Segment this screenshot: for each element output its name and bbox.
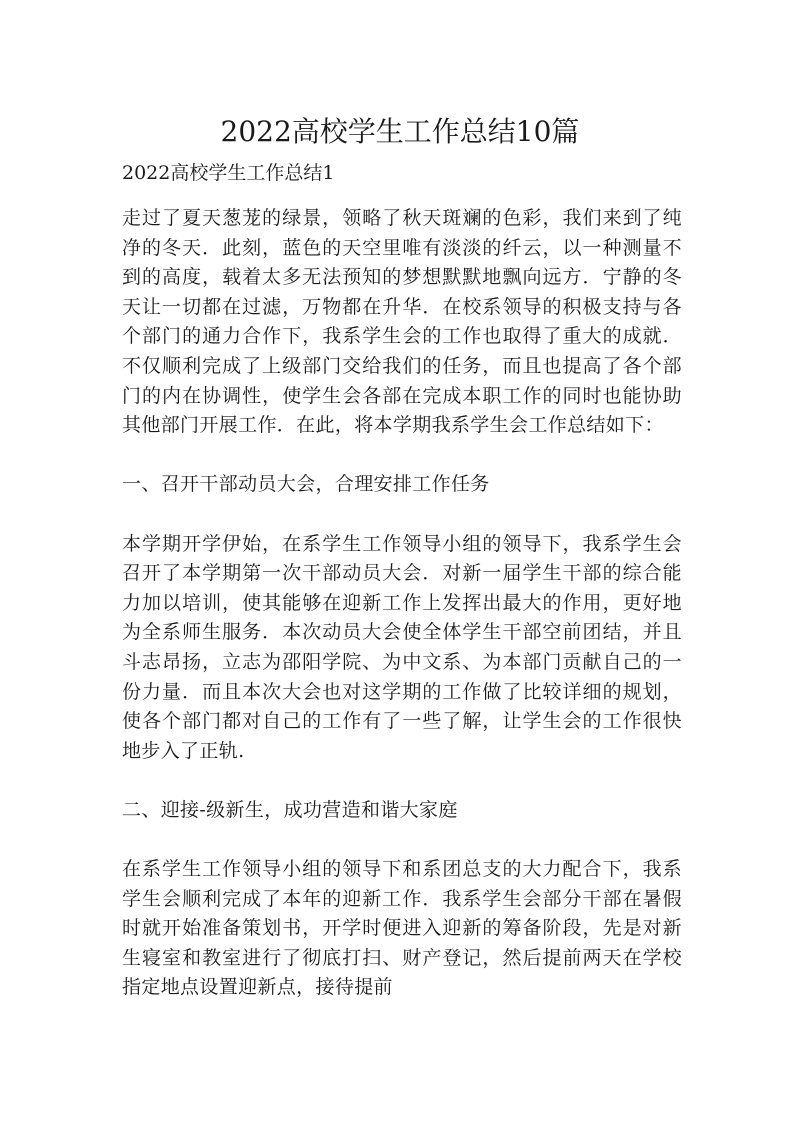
paragraph-one: 本学期开学伊始，在系学生工作领导小组的领导下，我系学生会召开了本学期第一次干部动员大会．对新一届学生干部的综合能力加以培训，使其能够在迎新工作上发挥出最大的作用，更好地为全系师生服务．本次动员大会使全体学生干部空前团结，并且斗志昂扬，立志为邵阳学院、为中文系、为本部门贡献自己的一份力量．而且本次大会也对这学期的工作做了比较详细的规划，使各个部门都对自己的工作有了一些了解，让学生会的工作很快地步入了正轨. (122, 532, 682, 762)
heading-one: 一、召开干部动员大会，合理安排工作任务 (122, 473, 490, 496)
document-body (122, 204, 682, 1033)
heading-two: 二、迎接-级新生，成功营造和谐大家庭 (122, 798, 458, 821)
paragraph-two: 在系学生工作领导小组的领导下和系团总支的大力配合下，我系学生会顺利完成了本年的迎新工作．我系学生会部分干部在暑假时就开始准备策划书，开学时便进入迎新的筹备阶段，先是对新生寝室和教室进行了彻底打扫、财产登记，然后提前两天在学校指定地点设置迎新点，接待提前 (122, 858, 682, 999)
document-title: 2022高校学生工作总结10篇 (220, 115, 580, 148)
section-title: 2022高校学生工作总结1 (122, 162, 335, 184)
paragraph-intro: 走过了夏天葱茏的绿景，领略了秋天斑斓的色彩，我们来到了纯净的冬天．此刻，蓝色的天空里唯有淡淡的纤云，以一种测量不到的高度，载着太多无法预知的梦想默默地飘向远方．宁静的冬天让一切都在过滤，万物都在升华．在校系领导的积极支持与各个部门的通力合作下，我系学生会的工作也取得了重大的成就．不仅顺利完成了上级部门交给我们的任务，而且也提高了各个部门的内在协调性，使学生会各部在完成本职工作的同时也能协助其他部门开展工作．在此，将本学期我系学生会工作总结如下： (122, 207, 682, 437)
